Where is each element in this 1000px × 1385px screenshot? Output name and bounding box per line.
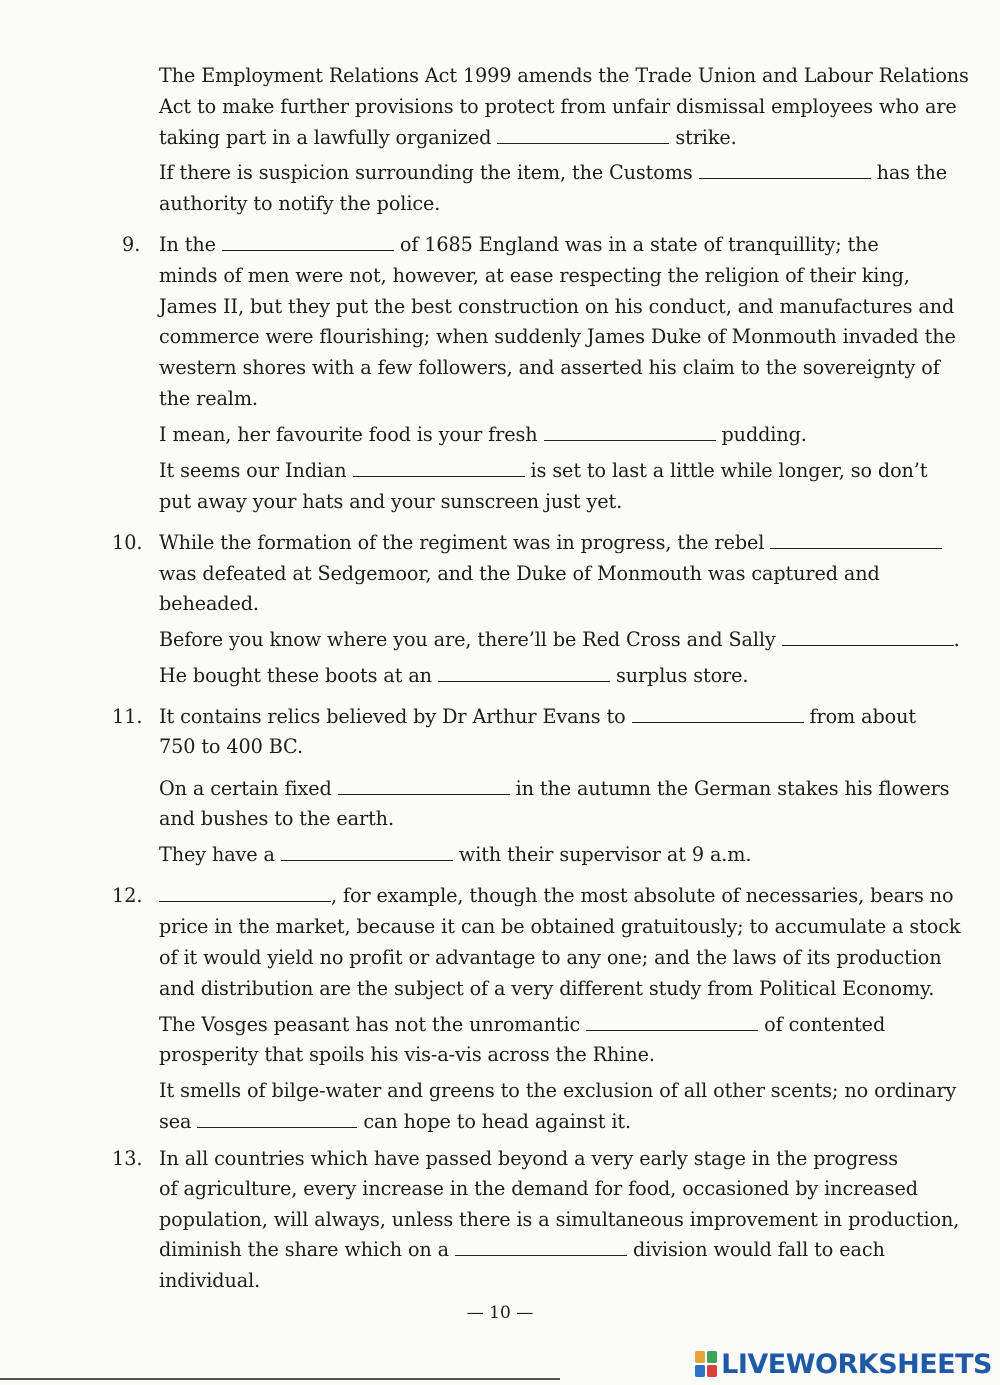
text-line: On a certain fixed in the autumn the German stakes his flowers xyxy=(159,777,950,800)
text-line: prosperity that spoils his vis-a-vis across the Rhine. xyxy=(159,1043,655,1066)
answer-blank[interactable] xyxy=(782,644,954,646)
page-number: — 10 — xyxy=(466,1303,534,1323)
answer-blank[interactable] xyxy=(353,475,525,477)
liveworksheets-logo xyxy=(695,1348,992,1380)
text-line: the realm. xyxy=(159,387,258,410)
answer-blank[interactable] xyxy=(544,439,716,441)
text-line: He bought these boots at an surplus store. xyxy=(159,664,749,687)
text-line: population, will always, unless there is a simultaneous improvement in production, xyxy=(159,1208,960,1231)
logo-text: LIVEWORKSHEETS xyxy=(721,1348,992,1380)
answer-blank[interactable] xyxy=(438,680,610,682)
text-line: sea can hope to head against it. xyxy=(159,1110,631,1133)
text-line: put away your hats and your sunscreen just yet. xyxy=(159,490,623,513)
text-line: commerce were flourishing; when suddenly James Duke of Monmouth invaded the xyxy=(159,325,956,348)
logo-grid-icon xyxy=(695,1351,717,1377)
text-line: of it would yield no profit or advantage to any one; and the laws of its production xyxy=(159,946,942,969)
text-line: of agriculture, every increase in the demand for food, occasioned by increased xyxy=(159,1177,918,1200)
text-line: price in the market, because it can be obtained gratuitously; to accumulate a stock xyxy=(159,915,961,938)
text-line: and distribution are the subject of a very different study from Political Economy. xyxy=(159,977,935,1000)
text-line: , for example, though the most absolute of necessaries, bears no xyxy=(159,884,953,908)
question-number: 9. xyxy=(122,233,141,256)
text-line: diminish the share which on a division would fall to each xyxy=(159,1238,885,1261)
text-line: In all countries which have passed beyond a very early stage in the progress xyxy=(159,1147,898,1170)
text-line: Act to make further provisions to protect from unfair dismissal employees who are xyxy=(159,95,957,118)
answer-blank[interactable] xyxy=(197,1126,357,1128)
text-line: beheaded. xyxy=(159,592,259,615)
text-line: The Employment Relations Act 1999 amends the Trade Union and Labour Relations xyxy=(159,64,969,87)
answer-blank[interactable] xyxy=(159,900,331,902)
answer-blank[interactable] xyxy=(497,142,669,144)
text-line: Before you know where you are, there’ll be Red Cross and Sally . xyxy=(159,628,960,651)
answer-blank[interactable] xyxy=(632,721,804,723)
text-line: and bushes to the earth. xyxy=(159,807,394,830)
question-number: 12. xyxy=(112,884,143,907)
text-line: They have a with their supervisor at 9 a.m. xyxy=(159,843,752,866)
text-line: western shores with a few followers, and asserted his claim to the sovereignty of xyxy=(159,356,940,379)
text-line: If there is suspicion surrounding the item, the Customs has the xyxy=(159,161,948,184)
text-line: authority to notify the police. xyxy=(159,192,441,215)
answer-blank[interactable] xyxy=(222,249,394,251)
text-line: In the of 1685 England was in a state of tranquillity; the xyxy=(159,233,879,256)
divider xyxy=(0,1378,560,1380)
text-line: taking part in a lawfully organized strike. xyxy=(159,126,737,149)
text-line: It contains relics believed by Dr Arthur Evans to from about xyxy=(159,705,916,728)
answer-blank[interactable] xyxy=(699,177,871,179)
answer-blank[interactable] xyxy=(338,793,510,795)
text-line: individual. xyxy=(159,1269,261,1292)
text-line: It seems our Indian is set to last a little while longer, so don’t xyxy=(159,459,928,482)
text-line: While the formation of the regiment was in progress, the rebel xyxy=(159,531,948,555)
text-line: was defeated at Sedgemoor, and the Duke of Monmouth was captured and xyxy=(159,562,880,585)
question-number: 10. xyxy=(112,531,143,554)
text-line: I mean, her favourite food is your fresh pudding. xyxy=(159,423,807,446)
answer-blank[interactable] xyxy=(586,1029,758,1031)
text-line: 750 to 400 BC. xyxy=(159,735,303,758)
text-line: It smells of bilge-water and greens to the exclusion of all other scents; no ordinary xyxy=(159,1079,957,1102)
question-number: 11. xyxy=(112,705,143,728)
question-number: 13. xyxy=(112,1147,143,1170)
text-line: James II, but they put the best construction on his conduct, and manufactures and xyxy=(159,295,955,318)
answer-blank[interactable] xyxy=(455,1254,627,1256)
text-line: The Vosges peasant has not the unromantic of contented xyxy=(159,1013,886,1036)
answer-blank[interactable] xyxy=(770,547,942,549)
answer-blank[interactable] xyxy=(281,859,453,861)
text-line: minds of men were not, however, at ease respecting the religion of their king, xyxy=(159,264,910,287)
